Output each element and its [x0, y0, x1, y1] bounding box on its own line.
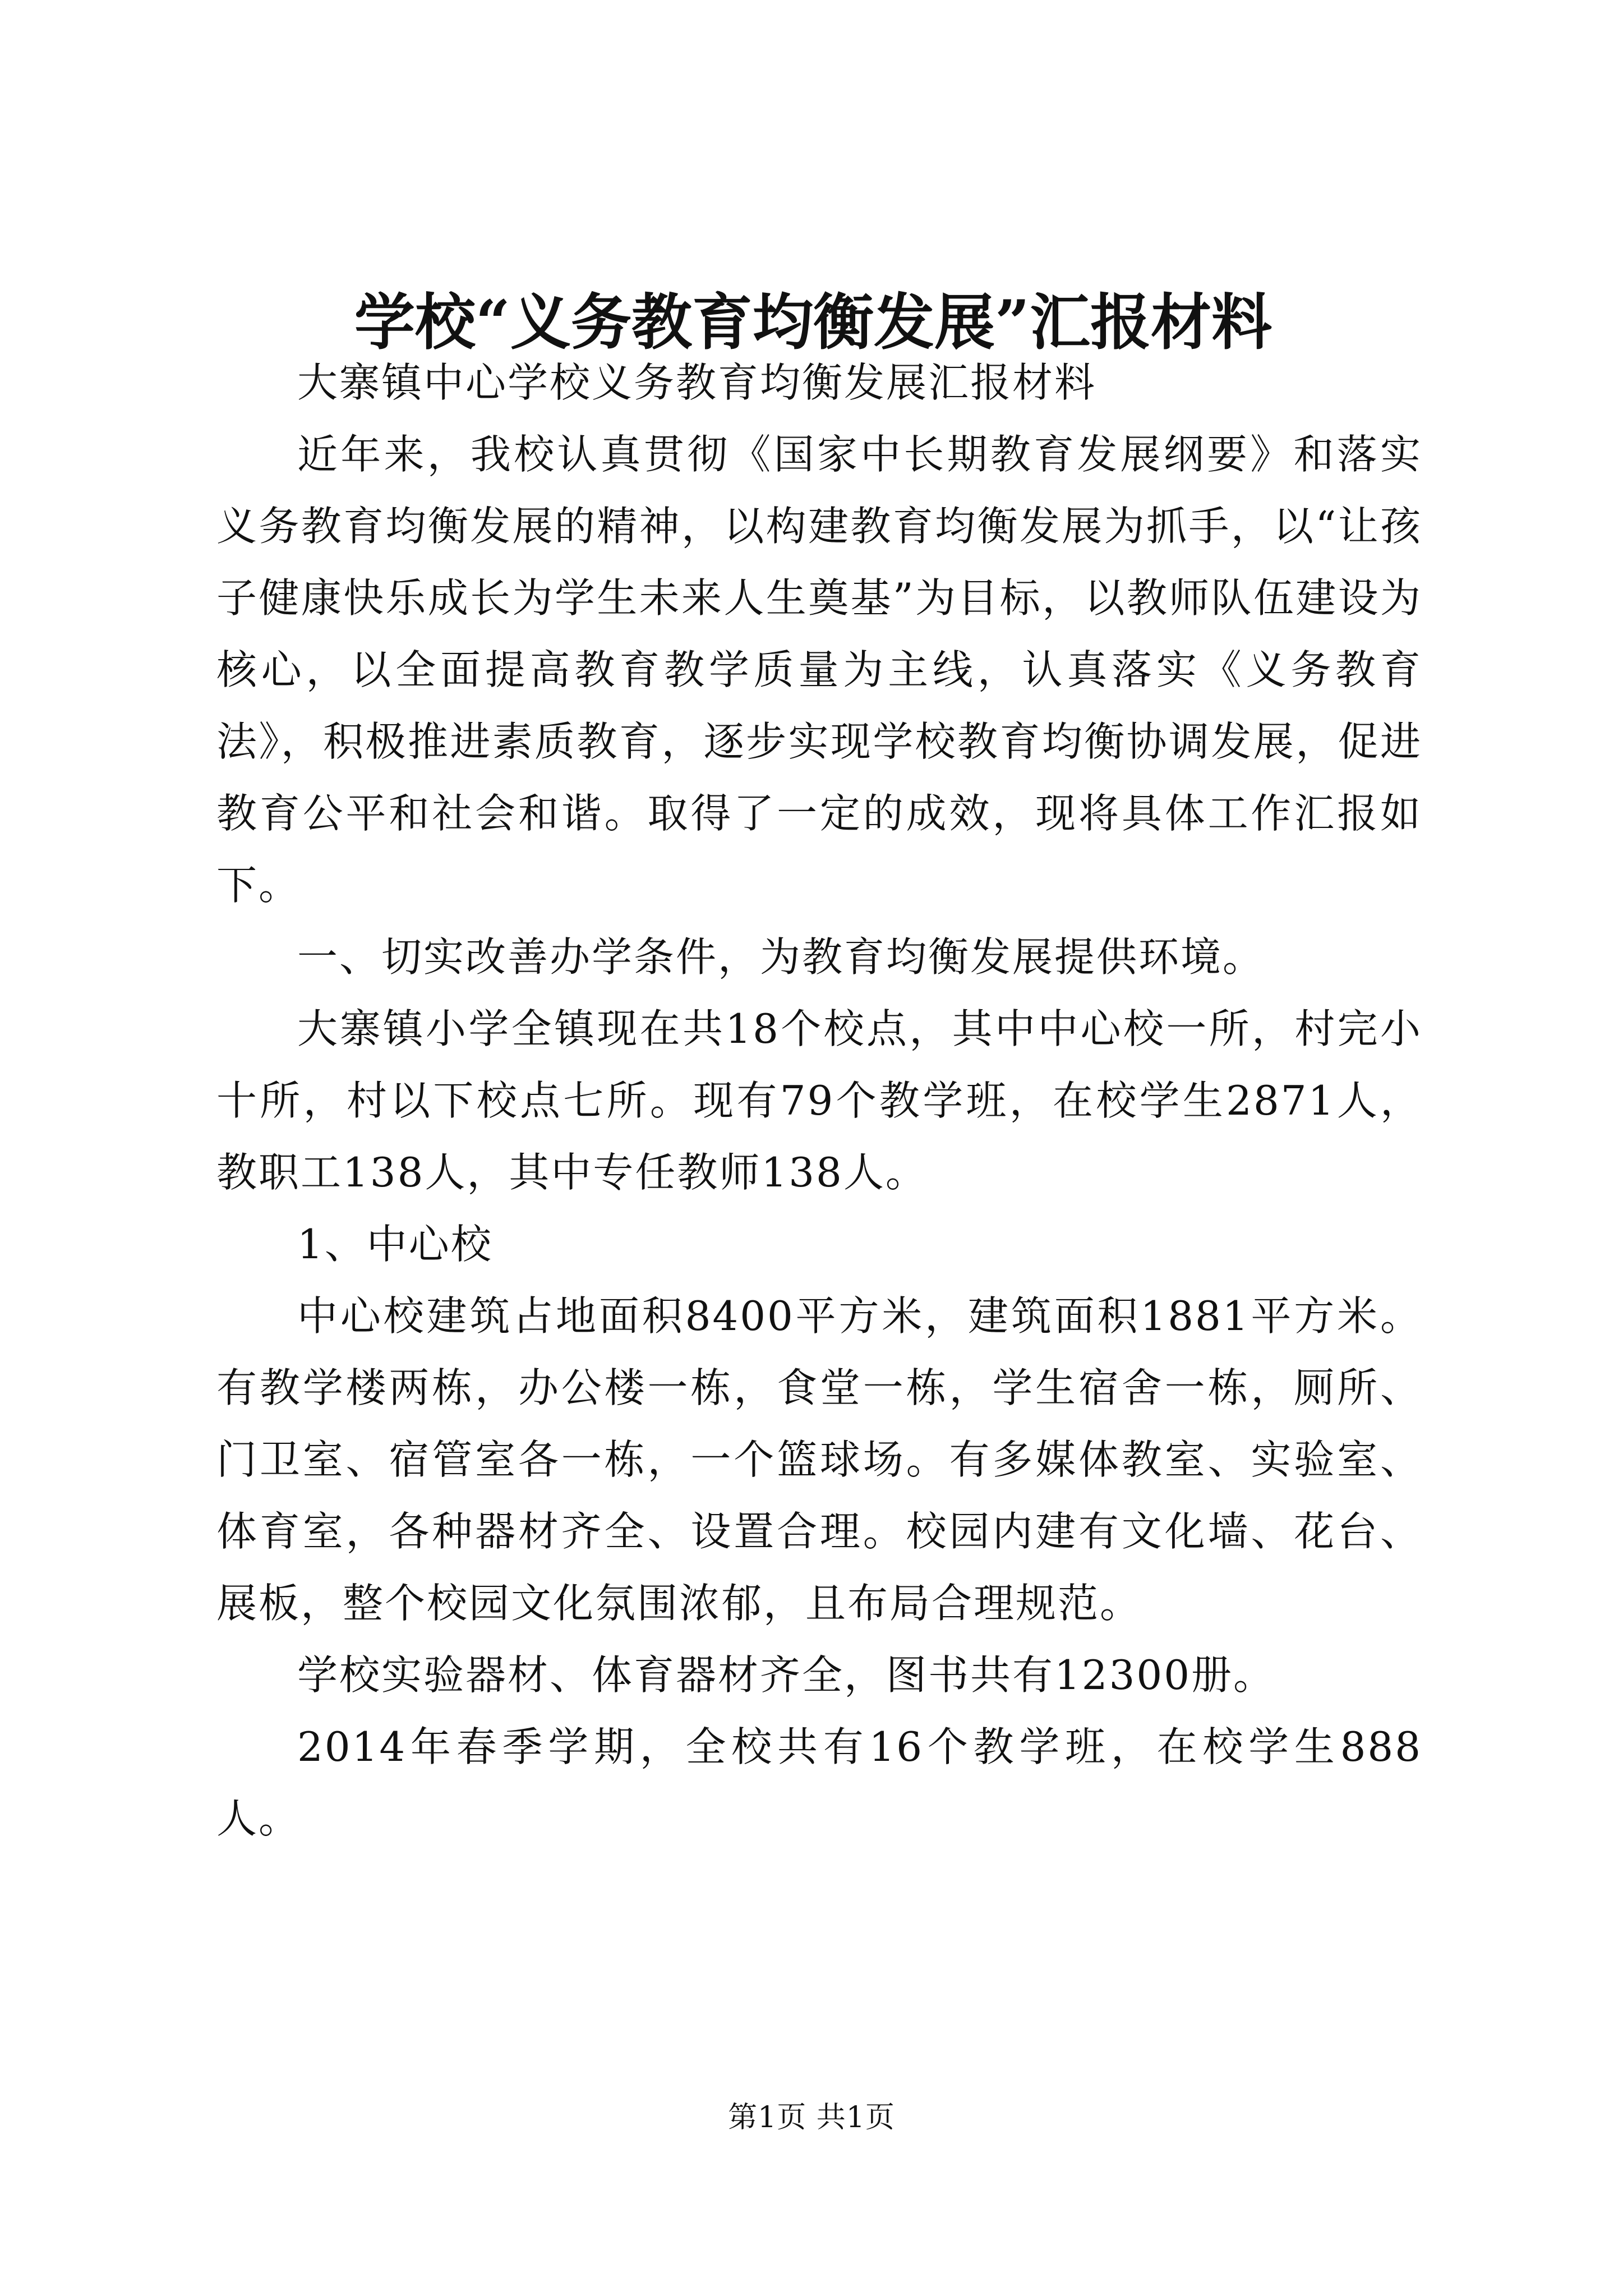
document-body [216, 347, 1422, 1855]
page-footer: 第1页 共1页 [728, 2101, 895, 2134]
subsection-heading-1: 1、中心校 [297, 1221, 493, 1268]
paragraph-subtitle: 大寨镇中心学校义务教育均衡发展汇报材料 [297, 359, 1097, 406]
paragraph-enrollment: 2014年春季学期，全校共有16个教学班，在校学生888人。 [216, 1723, 1422, 1842]
paragraph-equipment: 学校实验器材、体育器材齐全，图书共有12300册。 [297, 1651, 1276, 1699]
paragraph-intro: 近年来，我校认真贯彻《国家中长期教育发展纲要》和落实义务教育均衡发展的精神，以构建教育均衡发展为抓手，以“让孩子健康快乐成长为学生未来人生奠基”为目标，以教师队伍建设为核心，以全面提高教育教学质量为主线，认真落实《义务教育法》，积极推进素质教育，逐步实现学校教育均衡协调发展，促进教育公平和社会和谐。取得了一定的成效，现将具体工作汇报如下。 [216, 431, 1422, 909]
paragraph-overview: 大寨镇小学全镇现在共18个校点，其中中心校一所，村完小十所，村以下校点七所。现有79个教学班，在校学生2871人，教职工138人，其中专任教师138人。 [216, 1005, 1422, 1196]
paragraph-central-school: 中心校建筑占地面积8400平方米，建筑面积1881平方米。有教学楼两栋，办公楼一栋，食堂一栋，学生宿舍一栋，厕所、门卫室、宿管室各一栋，一个篮球场。有多媒体教室、实验室、体育室，各种器材齐全、设置合理。校园内建有文化墙、花台、展板，整个校园文化氛围浓郁，且布局合理规范。 [216, 1292, 1422, 1627]
section-heading-1: 一、切实改善办学条件，为教育均衡发展提供环境。 [297, 933, 1265, 981]
document-title: 学校“义务教育均衡发展”汇报材料 [354, 287, 1272, 358]
